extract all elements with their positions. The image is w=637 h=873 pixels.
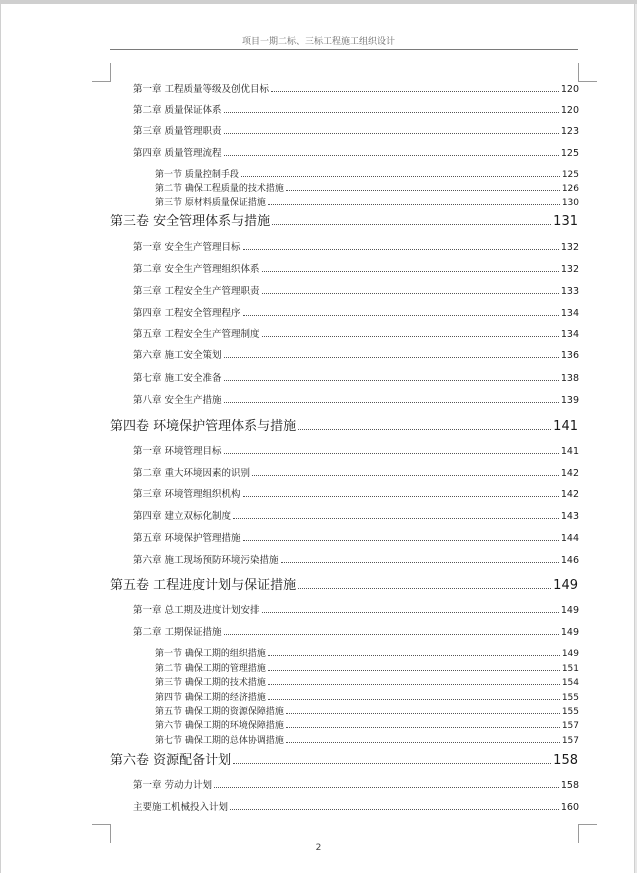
dot-leader bbox=[262, 271, 559, 272]
toc-entry-page: 125 bbox=[560, 148, 579, 159]
toc-entry-page: 142 bbox=[560, 489, 579, 500]
toc-entry-title: 第六节 确保工期的环境保障措施 bbox=[155, 721, 284, 731]
toc-entry-title: 第五卷 工程进度计划与保证措施 bbox=[110, 578, 297, 593]
toc-entry[interactable] bbox=[133, 553, 579, 566]
toc-entry[interactable] bbox=[155, 691, 579, 703]
toc-entry-title: 第一章 环境管理目标 bbox=[133, 446, 222, 457]
toc-entry[interactable] bbox=[133, 531, 579, 544]
dot-leader bbox=[262, 293, 559, 294]
toc-entry-page: 149 bbox=[560, 605, 579, 616]
toc-entry-page: 133 bbox=[560, 286, 579, 297]
dot-leader bbox=[224, 357, 559, 358]
dot-leader bbox=[214, 787, 559, 788]
dot-leader bbox=[224, 133, 559, 134]
toc-entry[interactable] bbox=[133, 306, 579, 319]
toc-entry[interactable] bbox=[110, 575, 578, 593]
toc-entry[interactable] bbox=[133, 327, 579, 340]
toc-entry[interactable] bbox=[110, 211, 578, 229]
toc-entry-page: 155 bbox=[561, 707, 579, 717]
dot-leader bbox=[241, 176, 560, 177]
toc-entry-title: 第四章 质量管理流程 bbox=[133, 148, 222, 159]
toc-entry[interactable] bbox=[133, 778, 579, 791]
toc-entry-page: 120 bbox=[560, 84, 579, 95]
toc-entry[interactable] bbox=[155, 676, 579, 688]
toc-entry[interactable] bbox=[133, 487, 579, 500]
dot-leader bbox=[272, 224, 551, 225]
dot-leader bbox=[268, 670, 560, 671]
page-header: 项目一期二标、三标工程施工组织设计 bbox=[241, 37, 395, 47]
toc-entry-title: 第一节 确保工期的组织措施 bbox=[155, 649, 266, 659]
dot-leader bbox=[230, 809, 559, 810]
toc-entry-page: 132 bbox=[560, 264, 579, 275]
dot-leader bbox=[262, 336, 559, 337]
dot-leader bbox=[298, 429, 551, 430]
crop-mark-top-left bbox=[92, 63, 111, 82]
toc-entry[interactable] bbox=[133, 371, 579, 384]
toc-entry-page: 132 bbox=[560, 242, 579, 253]
toc-entry-page: 131 bbox=[553, 214, 578, 229]
toc-entry[interactable] bbox=[155, 647, 579, 659]
toc-entry-title: 第四章 建立双标化制度 bbox=[133, 511, 232, 522]
dot-leader bbox=[271, 91, 559, 92]
toc-entry-page: 144 bbox=[560, 533, 579, 544]
toc-entry-page: 157 bbox=[561, 721, 579, 731]
toc-entry-title: 第三节 原材料质量保证措施 bbox=[155, 198, 266, 208]
toc-entry-page: 141 bbox=[553, 419, 578, 434]
toc-entry[interactable] bbox=[133, 103, 579, 116]
toc-entry[interactable] bbox=[155, 662, 579, 674]
toc-entry-page: 143 bbox=[560, 511, 579, 522]
toc-entry-page: 158 bbox=[560, 780, 579, 791]
dot-leader bbox=[262, 612, 559, 613]
toc-entry[interactable] bbox=[133, 146, 579, 159]
dot-leader bbox=[224, 634, 559, 635]
toc-entry[interactable] bbox=[133, 444, 579, 457]
toc-entry-page: 158 bbox=[553, 753, 578, 768]
dot-leader bbox=[233, 518, 559, 519]
toc-entry[interactable] bbox=[133, 466, 579, 479]
toc-entry-title: 第二节 确保工期的管理措施 bbox=[155, 664, 266, 674]
toc-entry-page: 134 bbox=[560, 329, 579, 340]
toc-entry-title: 第五章 环境保护管理措施 bbox=[133, 533, 241, 544]
toc-entry-title: 第六章 施工现场预防环境污染措施 bbox=[133, 555, 279, 566]
page-number: 2 bbox=[315, 843, 322, 853]
toc-entry[interactable] bbox=[133, 262, 579, 275]
toc-entry-page: 139 bbox=[560, 395, 579, 406]
toc-entry-page: 149 bbox=[560, 627, 579, 638]
dot-leader bbox=[252, 475, 559, 476]
toc-entry[interactable] bbox=[155, 182, 579, 194]
toc-entry[interactable] bbox=[133, 603, 579, 616]
dot-leader bbox=[224, 402, 559, 403]
dot-leader bbox=[286, 713, 560, 714]
toc-entry[interactable] bbox=[133, 124, 579, 137]
toc-entry-title: 第一节 质量控制手段 bbox=[155, 170, 239, 180]
crop-mark-bottom-right bbox=[578, 824, 597, 843]
dot-leader bbox=[286, 190, 560, 191]
dot-leader bbox=[286, 727, 560, 728]
toc-entry[interactable] bbox=[155, 719, 579, 731]
dot-leader bbox=[268, 684, 560, 685]
toc-entry-page: 120 bbox=[560, 105, 579, 116]
toc-entry-title: 第三卷 安全管理体系与措施 bbox=[110, 214, 271, 229]
dot-leader bbox=[224, 155, 559, 156]
toc-entry-page: 138 bbox=[560, 373, 579, 384]
crop-mark-top-right bbox=[578, 63, 597, 82]
dot-leader bbox=[281, 562, 559, 563]
dot-leader bbox=[243, 315, 559, 316]
toc-entry-title: 第四章 工程安全管理程序 bbox=[133, 308, 241, 319]
toc-entry[interactable] bbox=[155, 705, 579, 717]
toc-entry[interactable] bbox=[110, 750, 578, 768]
dot-leader bbox=[224, 112, 559, 113]
toc-entry-page: 126 bbox=[561, 184, 579, 194]
toc-entry-title: 第一章 安全生产管理目标 bbox=[133, 242, 241, 253]
toc-entry-page: 123 bbox=[560, 126, 579, 137]
toc-entry-title: 第二节 确保工程质量的技术措施 bbox=[155, 184, 284, 194]
toc-entry-title: 第五章 工程安全生产管理制度 bbox=[133, 329, 260, 340]
header-rule bbox=[110, 49, 578, 50]
toc-entry-title: 第二章 安全生产管理组织体系 bbox=[133, 264, 260, 275]
toc-entry-page: 154 bbox=[561, 678, 579, 688]
toc-entry[interactable] bbox=[133, 625, 579, 638]
dot-leader bbox=[224, 380, 559, 381]
toc-entry[interactable] bbox=[155, 196, 579, 208]
toc-entry-title: 第八章 安全生产措施 bbox=[133, 395, 222, 406]
toc-entry-title: 第一章 劳动力计划 bbox=[133, 780, 213, 791]
toc-entry[interactable] bbox=[133, 509, 579, 522]
toc-entry[interactable] bbox=[133, 82, 579, 95]
toc-entry[interactable] bbox=[133, 393, 579, 406]
toc-entry-title: 第三章 质量管理职责 bbox=[133, 126, 222, 137]
toc-entry-page: 136 bbox=[560, 350, 579, 361]
crop-mark-bottom-left bbox=[92, 824, 111, 843]
toc-entry-page: 125 bbox=[561, 170, 579, 180]
toc-entry-title: 第三节 确保工期的技术措施 bbox=[155, 678, 266, 688]
toc-entry-title: 第一章 工程质量等级及创优目标 bbox=[133, 84, 270, 95]
dot-leader bbox=[243, 496, 559, 497]
toc-entry[interactable] bbox=[155, 168, 579, 180]
toc-entry-title: 第四节 确保工期的经济措施 bbox=[155, 693, 266, 703]
dot-leader bbox=[268, 655, 560, 656]
toc-entry-title: 第一章 总工期及进度计划安排 bbox=[133, 605, 260, 616]
dot-leader bbox=[224, 453, 559, 454]
toc-entry-page: 141 bbox=[560, 446, 579, 457]
toc-entry-title: 第二章 重大环境因素的识别 bbox=[133, 468, 251, 479]
toc-entry-page: 155 bbox=[561, 693, 579, 703]
toc-entry-title: 第七节 确保工期的总体协调措施 bbox=[155, 736, 284, 746]
dot-leader bbox=[298, 588, 551, 589]
toc-entry[interactable] bbox=[110, 416, 578, 434]
toc-entry-title: 第二章 工期保证措施 bbox=[133, 627, 222, 638]
toc-entry-title: 第五节 确保工期的资源保障措施 bbox=[155, 707, 284, 717]
toc-entry-page: 151 bbox=[561, 664, 579, 674]
toc-entry[interactable] bbox=[133, 240, 579, 253]
toc-entry-title: 第七章 施工安全准备 bbox=[133, 373, 222, 384]
toc-entry[interactable] bbox=[155, 734, 579, 746]
toc-entry-page: 130 bbox=[561, 198, 579, 208]
toc-entry[interactable] bbox=[133, 284, 579, 297]
dot-leader bbox=[233, 763, 551, 764]
toc-entry-page: 142 bbox=[560, 468, 579, 479]
toc-entry-page: 134 bbox=[560, 308, 579, 319]
dot-leader bbox=[243, 540, 559, 541]
toc-entry-title: 第二章 质量保证体系 bbox=[133, 105, 222, 116]
toc-entry-title: 第四卷 环境保护管理体系与措施 bbox=[110, 419, 297, 434]
dot-leader bbox=[268, 699, 560, 700]
toc-entry-title: 第三章 环境管理组织机构 bbox=[133, 489, 241, 500]
toc-entry-page: 149 bbox=[553, 578, 578, 593]
toc-entry[interactable] bbox=[133, 800, 579, 813]
toc-entry-title: 第六卷 资源配备计划 bbox=[110, 753, 232, 768]
dot-leader bbox=[268, 204, 560, 205]
toc-entry-title: 第三章 工程安全生产管理职责 bbox=[133, 286, 260, 297]
toc-entry-page: 157 bbox=[561, 736, 579, 746]
toc-entry-page: 160 bbox=[560, 802, 579, 813]
toc-entry-page: 149 bbox=[561, 649, 579, 659]
dot-leader bbox=[286, 742, 560, 743]
toc-entry-title: 第六章 施工安全策划 bbox=[133, 350, 222, 361]
toc-entry[interactable] bbox=[133, 348, 579, 361]
dot-leader bbox=[243, 249, 559, 250]
toc-entry-page: 146 bbox=[560, 555, 579, 566]
toc-entry-title: 主要施工机械投入计划 bbox=[133, 802, 229, 813]
